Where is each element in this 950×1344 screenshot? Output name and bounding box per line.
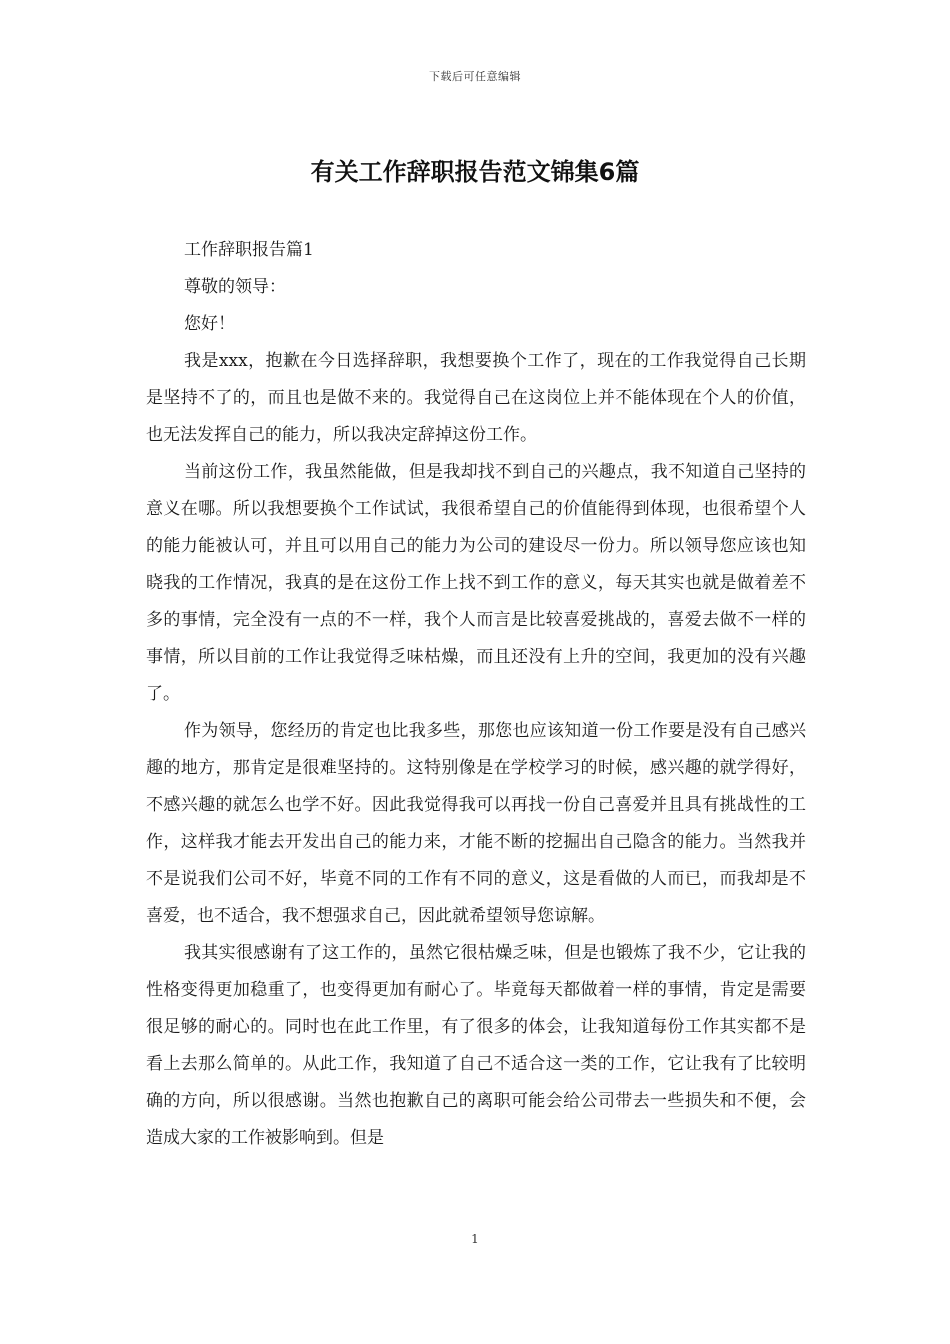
paragraph: 我是xxx，抱歉在今日选择辞职，我想要换个工作了，现在的工作我觉得自己长期是坚持不了的，而且也是做不来的。我觉得自己在这岗位上并不能体现在个人的价值，也无法发挥自己的能力，所以我决定辞掉这份工作。 [146,351,806,445]
greeting: 您好！ [184,314,235,334]
header-note: 下载后可任意编辑 [429,70,521,83]
section-heading: 工作辞职报告篇1 [184,240,314,260]
paragraph: 我其实很感谢有了这工作的，虽然它很枯燥乏味，但是也锻炼了我不少，它让我的性格变得更加稳重了，也变得更加有耐心了。毕竟每天都做着一样的事情，肯定是需要很足够的耐心的。同时也在此工作里，有了很多的体会，让我知道每份工作其实都不是看上去那么简单的。从此工作，我知道了自己不适合这一类的工作，它让我有了比较明确的方向，所以很感谢。当然也抱歉自己的离职可能会给公司带去一些损失和不便，会造成大家的工作被影响到。但是 [146,943,806,1148]
paragraph: 当前这份工作，我虽然能做，但是我却找不到自己的兴趣点，我不知道自己坚持的意义在哪。所以我想要换个工作试试，我很希望自己的价值能得到体现，也很希望个人的能力能被认可，并且可以用自己的能力为公司的建设尽一份力。所以领导您应该也知晓我的工作情况，我真的是在这份工作上找不到工作的意义，每天其实也就是做着差不多的事情，完全没有一点的不一样，我个人而言是比较喜爱挑战的，喜爱去做不一样的事情，所以目前的工作让我觉得乏味枯燥，而且还没有上升的空间，我更加的没有兴趣了。 [146,462,806,704]
page-number: 1 [471,1232,479,1246]
salutation: 尊敬的领导： [184,277,286,297]
document-title: 有关工作辞职报告范文锦集6篇 [310,158,640,186]
paragraph: 作为领导，您经历的肯定也比我多些，那您也应该知道一份工作要是没有自己感兴趣的地方，那肯定是很难坚持的。这特别像是在学校学习的时候，感兴趣的就学得好，不感兴趣的就怎么也学不好。因此我觉得我可以再找一份自己喜爱并且具有挑战性的工作，这样我才能去开发出自己的能力来，才能不断的挖掘出自己隐含的能力。当然我并不是说我们公司不好，毕竟不同的工作有不同的意义，这是看做的人而已，而我却是不喜爱，也不适合，我不想强求自己，因此就希望领导您谅解。 [146,721,806,926]
document-body [146,232,806,1157]
